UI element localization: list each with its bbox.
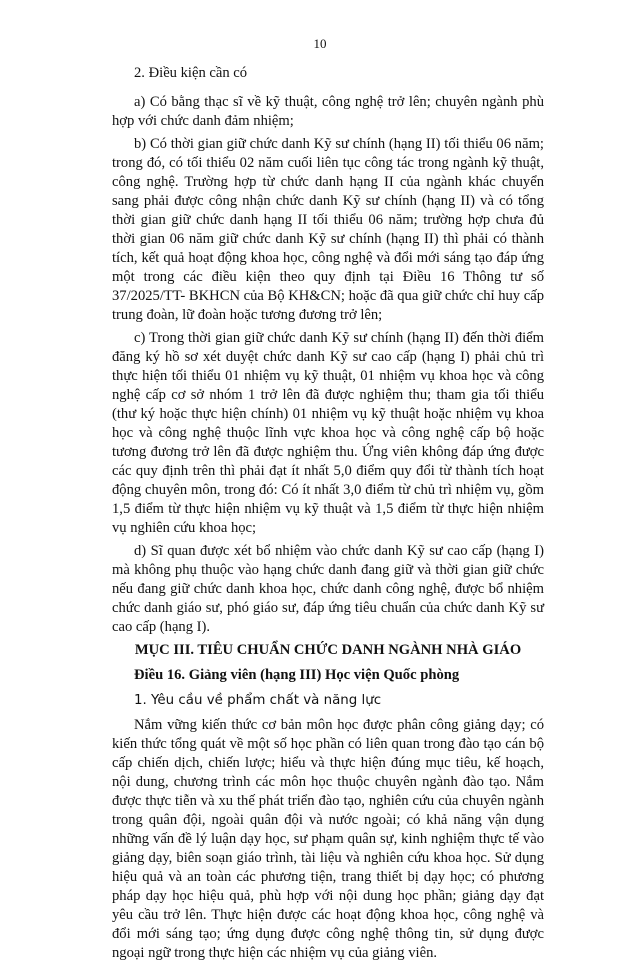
conditions-heading: 2. Điều kiện cần có xyxy=(134,65,248,81)
condition-a-paragraph: a) Có bằng thạc sĩ về kỹ thuật, công nghệ trở lên; chuyên ngành phù hợp với chức danh đảm nhiệm; xyxy=(112,94,544,129)
condition-b-paragraph: b) Có thời gian giữ chức danh Kỹ sư chính (hạng II) tối thiểu 06 năm; trong đó, có tối thiểu 02 năm cuối liên tục công tác trong ngành kỹ thuật, công nghệ. Trường hợp từ chức danh hạng II của ngành khác chuyển sang phải được công nhận chức danh Kỹ sư chính (hạng II) và có tổng thời gian giữ chức danh hạng II tối thiểu 06 năm; trường hợp chưa đủ thời gian 06 năm giữ chức danh Kỹ sư chính (hạng II) thì phải có thành tích, kết quả hoạt động khoa học, công nghệ và đổi mới sáng tạo đáp ứng một trong các điều kiện theo quy định tại Điều 16 Thông tư số 37/2025/TT- BKHCN của Bộ KH&CN; hoặc đã qua giữ chức chỉ huy cấp trung đoàn, lữ đoàn hoặc tương đương trở lên; xyxy=(112,136,544,323)
condition-c-paragraph: c) Trong thời gian giữ chức danh Kỹ sư chính (hạng II) đến thời điểm đăng ký hồ sơ xét duyệt chức danh Kỹ sư cao cấp (hạng I) phải chủ trì thực hiện tối thiểu 01 nhiệm vụ kỹ thuật, 01 nhiệm vụ khoa học và công nghệ cấp cơ sở nhóm 1 trở lên đã được nghiệm thu; tham gia tối thiểu (thư ký hoặc thực hiện chính) 01 nhiệm vụ kỹ thuật hoặc nhiệm vụ khoa học và công nghệ thuộc lĩnh vực khoa học và công nghệ cấp bộ hoặc tương đương trở lên đã được nghiệm thu. Ứng viên không đáp ứng được các quy định trên thì phải đạt ít nhất 5,0 điểm quy đổi từ thành tích hoạt động chuyên môn, trong đó: Có ít nhất 3,0 điểm từ chủ trì nhiệm vụ, gồm 1,5 điểm từ thực hiện nhiệm vụ kỹ thuật và 1,5 điểm từ thực hiện nhiệm vụ nghiên cứu khoa học; xyxy=(112,330,544,536)
page-number: 10 xyxy=(313,36,327,51)
condition-d-paragraph: d) Sĩ quan được xét bổ nhiệm vào chức danh Kỹ sư cao cấp (hạng I) mà không phụ thuộc vào hạng chức danh đang giữ và thời gian giữ chức nếu đang giữ chức danh khoa học, chức danh công nghệ, được bổ nhiệm chức danh giáo sư, phó giáo sư, đáp ứng tiêu chuẩn của chức danh Kỹ sư cao cấp (hạng I). xyxy=(112,543,544,635)
section-heading: MỤC III. TIÊU CHUẨN CHỨC DANH NGÀNH NHÀ GIÁO xyxy=(134,642,522,658)
requirements-heading: 1. Yêu cầu về phẩm chất và năng lực xyxy=(134,693,382,708)
article-heading: Điều 16. Giảng viên (hạng III) Học viện Quốc phòng xyxy=(134,667,460,683)
requirements-paragraph: Nắm vững kiến thức cơ bản môn học được phân công giảng dạy; có kiến thức tổng quát về một số học phần có liên quan trong đào tạo cán bộ cấp chiến dịch, chiến lược; hiểu và thực hiện đúng mục tiêu, kế hoạch, nội dung, chương trình các môn học thuộc chuyên ngành đào tạo. Nắm được thực tiễn và xu thế phát triển đào tạo, nghiên cứu của chuyên ngành trong quân đội, ngoài quân đội và nước ngoài; có khả năng vận dụng những vấn đề lý luận dạy học, sư phạm quân sự, kinh nghiệm thực tế vào giảng dạy, biên soạn giáo trình, tài liệu và nghiên cứu khoa học. Sử dụng hiệu quả và an toàn các phương tiện, trang thiết bị dạy học; có phương pháp dạy học hiệu quả, phù hợp với nội dung học phần; giảng dạy đạt yêu cầu trở lên. Thực hiện được các hoạt động khoa học, công nghệ và đổi mới sáng tạo; ứng dụng được công nghệ thông tin, sử dụng được ngoại ngữ trong thực hiện các nhiệm vụ của giảng viên. xyxy=(112,717,544,961)
document-body xyxy=(112,64,544,971)
